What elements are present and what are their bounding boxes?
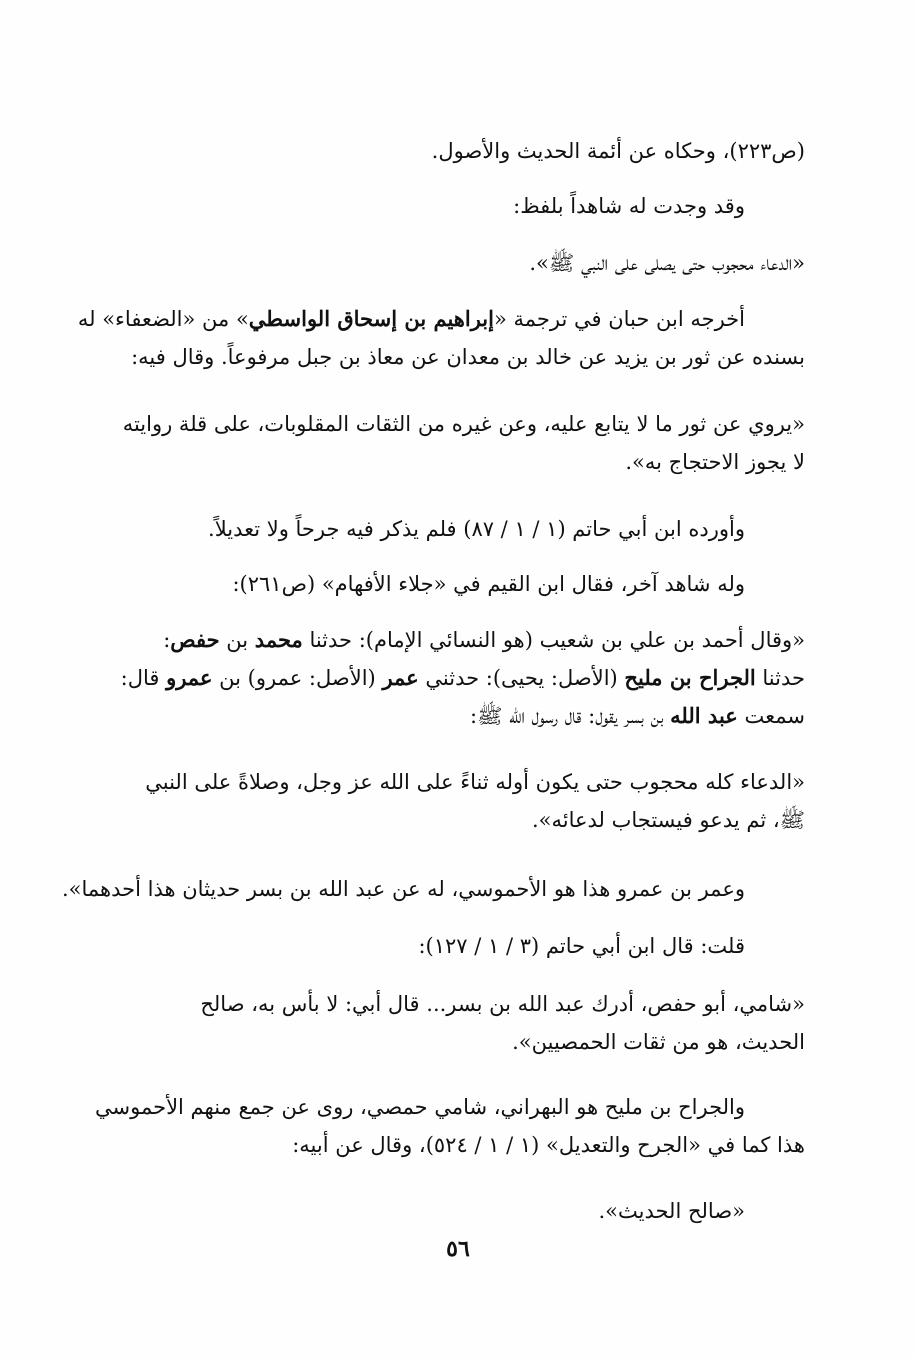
text-run: «وقال أحمد بن علي بن شعيب (هو النسائي الإمام): حدثنا <box>302 628 805 652</box>
text-line <box>60 244 805 282</box>
text-line <box>60 801 805 839</box>
text-run: لا يجوز الاحتجاج به». <box>625 450 805 474</box>
text-line <box>60 565 805 603</box>
text-line <box>60 132 805 170</box>
bold-text-run: إبراهيم بن إسحاق الواسطي <box>248 306 494 331</box>
quote-4 <box>60 763 805 839</box>
text-line <box>60 405 805 443</box>
page-number: ٥٦ <box>446 1236 470 1262</box>
bold-text-run: عمرو <box>166 665 213 690</box>
text-run: وقد وجدت له شاهداً بلفظ: <box>513 194 745 218</box>
text-run: حدثنا <box>755 666 805 690</box>
text-line <box>60 1023 805 1061</box>
text-line <box>60 338 805 376</box>
text-line <box>60 870 805 908</box>
bold-text-run: محمد <box>254 627 303 652</box>
text-line <box>60 763 805 801</box>
text-run: : <box>163 628 171 652</box>
quote-1 <box>60 244 805 282</box>
text-line <box>60 621 805 659</box>
quote-2 <box>60 405 805 481</box>
text-line <box>60 443 805 481</box>
paragraph-2 <box>60 187 805 225</box>
text-run: » من «الضعفاء» له <box>77 307 249 331</box>
text-run: بسنده عن ثور بن يزيد عن خالد بن معدان عن معاذ بن جبل مرفوعاً. وقال فيه: <box>131 345 805 369</box>
text-run: قال: <box>120 666 167 690</box>
quote-5 <box>60 985 805 1061</box>
text-run: قلت: قال ابن أبي حاتم (٣ / ١ / ١٢٧): <box>418 934 745 958</box>
text-run: ﷺ، ثم يدعو فيستجاب لدعائه». <box>531 808 805 832</box>
text-run: أخرجه ابن حبان في ترجمة « <box>493 307 745 331</box>
text-line <box>60 1192 805 1230</box>
text-line <box>60 697 805 735</box>
text-run: (الأصل: يحيى): حدثني <box>418 666 625 690</box>
text-line <box>60 659 805 697</box>
text-run: بن بسر يقول: قال رسول الله ﷺ: <box>470 704 671 728</box>
text-run: بن <box>219 628 255 652</box>
text-run: وأورده ابن أبي حاتم (١ / ١ / ٨٧) فلم يذكر فيه جرحاً ولا تعديلاً. <box>208 517 745 541</box>
bold-text-run: حفص <box>170 627 220 652</box>
text-run: «صالح الحديث». <box>598 1199 745 1223</box>
text-run: (الأصل: عمرو) بن <box>212 666 383 690</box>
bold-text-run: الجراح بن مليح <box>624 665 756 690</box>
text-run: الحديث، هو من ثقات الحمصيين». <box>512 1030 805 1054</box>
text-line <box>60 1088 805 1126</box>
text-run: سمعت <box>737 704 805 728</box>
text-line <box>60 1126 805 1164</box>
text-line <box>60 927 805 965</box>
text-run: وعمر بن عمرو هذا هو الأحموسي، له عن عبد الله بن بسر حديثان هذا أحدهما». <box>61 877 745 901</box>
paragraph-6 <box>60 870 805 908</box>
text-line <box>60 300 805 338</box>
paragraph-4 <box>60 510 805 548</box>
quote-3 <box>60 621 805 735</box>
text-run: «شامي، أبو حفص، أدرك عبد الله بن بسر... قال أبي: لا بأس به، صالح <box>200 992 805 1016</box>
text-run: (ص٢٢٣)، وحكاه عن أئمة الحديث والأصول. <box>431 139 805 163</box>
text-run: وله شاهد آخر، فقال ابن القيم في «جلاء الأفهام» (ص٢٦١): <box>232 572 745 596</box>
paragraph-8 <box>60 1088 805 1164</box>
text-run: هذا كما في «الجرح والتعديل» (١ / ١ / ٥٢٤)، وقال عن أبيه: <box>292 1133 805 1157</box>
paragraph-7 <box>60 927 805 965</box>
bold-text-run: عبد الله <box>670 703 738 728</box>
paragraph-5 <box>60 565 805 603</box>
text-run: «يروي عن ثور ما لا يتابع عليه، وعن غيره من الثقات المقلوبات، على قلة روايته <box>122 412 805 436</box>
text-line <box>60 510 805 548</box>
text-line <box>60 985 805 1023</box>
text-run: «الدعاء محجوب حتى يصلى على النبي ﷺ». <box>529 251 805 275</box>
text-run: والجراح بن مليح هو البهراني، شامي حمصي، روى عن جمع منهم الأحموسي <box>95 1095 745 1119</box>
quote-6 <box>60 1192 805 1230</box>
text-run: «الدعاء كله محجوب حتى يكون أوله ثناءً على الله عز وجل، وصلاةً على النبي <box>145 770 805 794</box>
text-line <box>60 187 805 225</box>
paragraph-3 <box>60 300 805 376</box>
bold-text-run: عمر <box>382 665 419 690</box>
paragraph-1 <box>60 132 805 170</box>
